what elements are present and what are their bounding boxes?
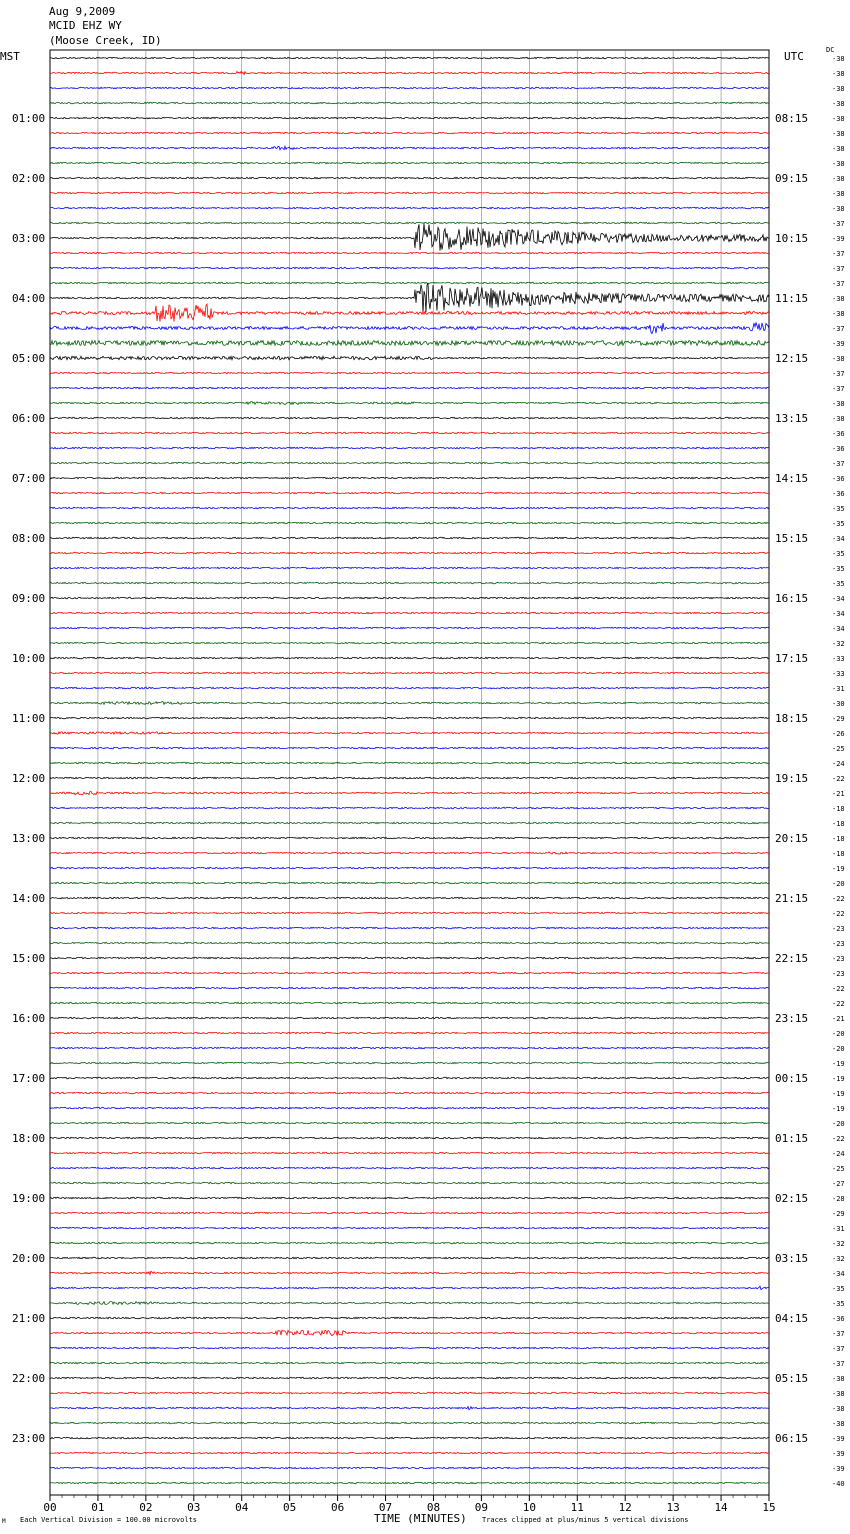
right-hour-label: 11:15 bbox=[775, 292, 809, 305]
dc-offset-label: -38 bbox=[832, 1390, 845, 1398]
trace-line bbox=[50, 807, 769, 808]
trace-line bbox=[50, 867, 769, 868]
trace-line bbox=[50, 672, 769, 673]
dc-offset-label: -23 bbox=[832, 925, 845, 933]
x-tick-label: 06 bbox=[330, 1501, 345, 1514]
right-hour-label: 04:15 bbox=[775, 1312, 809, 1325]
dc-offset-label: -38 bbox=[832, 145, 845, 153]
right-hour-label: 18:15 bbox=[775, 712, 809, 725]
dc-offset-label: -38 bbox=[832, 355, 845, 363]
dc-offset-label: -20 bbox=[832, 880, 845, 888]
trace-line bbox=[50, 1302, 769, 1305]
trace-line bbox=[50, 597, 769, 598]
left-hour-label: 08:00 bbox=[12, 532, 46, 545]
trace-line bbox=[50, 1392, 769, 1393]
trace-line bbox=[50, 822, 769, 823]
dc-offset-label: -20 bbox=[832, 1045, 845, 1053]
trace-line bbox=[50, 87, 769, 88]
trace-line bbox=[50, 207, 769, 208]
trace-line bbox=[50, 1347, 769, 1348]
dc-offset-label: -37 bbox=[832, 370, 845, 378]
trace-line bbox=[50, 1242, 769, 1243]
x-tick-label: 09 bbox=[474, 1501, 489, 1514]
trace-line bbox=[50, 1437, 769, 1438]
dc-offset-label: -34 bbox=[832, 625, 845, 633]
dc-offset-label: -25 bbox=[832, 1165, 845, 1173]
left-hour-label: 18:00 bbox=[12, 1132, 46, 1145]
clip-note: Traces clipped at plus/minus 5 vertical divisions bbox=[482, 1516, 689, 1524]
dc-offset-label: -36 bbox=[832, 430, 845, 438]
dc-offset-label: -35 bbox=[832, 565, 845, 573]
trace-line bbox=[50, 987, 769, 988]
right-hour-label: 03:15 bbox=[775, 1252, 809, 1265]
trace-line bbox=[50, 372, 769, 373]
trace-line bbox=[50, 1077, 769, 1078]
dc-offset-label: -38 bbox=[832, 85, 845, 93]
x-tick-label: 04 bbox=[235, 1501, 249, 1514]
dc-offset-label: -39 bbox=[832, 1450, 845, 1458]
trace-line bbox=[50, 447, 769, 448]
trace-line bbox=[50, 1017, 769, 1018]
trace-line bbox=[50, 492, 769, 493]
dc-offset-label: -34 bbox=[832, 595, 845, 603]
x-tick-label: 14 bbox=[714, 1501, 728, 1514]
trace-line bbox=[50, 582, 769, 583]
dc-offset-label: -33 bbox=[832, 655, 845, 663]
right-timezone-label: UTC bbox=[784, 50, 804, 63]
dc-offset-label: -27 bbox=[832, 1180, 845, 1188]
dc-offset-label: -37 bbox=[832, 1330, 845, 1338]
dc-offset-label: -22 bbox=[832, 1135, 845, 1143]
trace-line bbox=[50, 1422, 769, 1423]
left-hour-label: 01:00 bbox=[12, 112, 46, 125]
dc-offset-label: -34 bbox=[832, 535, 845, 543]
trace-line bbox=[50, 657, 769, 658]
x-tick-label: 03 bbox=[187, 1501, 201, 1514]
x-tick-label: 11 bbox=[570, 1501, 584, 1514]
trace-line bbox=[50, 1377, 769, 1378]
trace-line bbox=[50, 1317, 769, 1318]
dc-offset-label: -36 bbox=[832, 490, 845, 498]
trace-line bbox=[50, 1330, 769, 1335]
trace-line bbox=[50, 102, 769, 103]
right-hour-label: 00:15 bbox=[775, 1072, 809, 1085]
dc-offset-label: -37 bbox=[832, 220, 845, 228]
trace-line bbox=[50, 132, 769, 133]
trace-line bbox=[50, 1362, 769, 1363]
left-hour-label: 03:00 bbox=[12, 232, 46, 245]
left-hour-label: 09:00 bbox=[12, 592, 46, 605]
right-hour-label: 23:15 bbox=[775, 1012, 809, 1025]
dc-offset-label: -39 bbox=[832, 1435, 845, 1443]
trace-line bbox=[50, 882, 769, 883]
dc-offset-label: -38 bbox=[832, 1420, 845, 1428]
left-hour-label: 23:00 bbox=[12, 1432, 46, 1445]
dc-offset-label: -37 bbox=[832, 1345, 845, 1353]
trace-line bbox=[50, 1032, 769, 1033]
dc-offset-label: -30 bbox=[832, 700, 845, 708]
trace-line bbox=[50, 1467, 769, 1468]
left-hour-label: 19:00 bbox=[12, 1192, 46, 1205]
dc-offset-label: -38 bbox=[832, 175, 845, 183]
dc-offset-label: -24 bbox=[832, 760, 845, 768]
x-tick-label: 15 bbox=[762, 1501, 776, 1514]
trace-line bbox=[50, 507, 769, 508]
trace-line bbox=[50, 192, 769, 193]
dc-offset-label: -38 bbox=[832, 415, 845, 423]
trace-line bbox=[50, 1107, 769, 1108]
trace-line bbox=[50, 1182, 769, 1183]
trace-line bbox=[50, 747, 769, 748]
trace-line bbox=[50, 282, 769, 283]
dc-offset-label: -37 bbox=[832, 1360, 845, 1368]
dc-offset-label: -38 bbox=[832, 130, 845, 138]
trace-line bbox=[50, 852, 769, 854]
left-hour-label: 13:00 bbox=[12, 832, 46, 845]
trace-line bbox=[50, 897, 769, 898]
trace-line bbox=[50, 1286, 769, 1289]
dc-offset-label: -35 bbox=[832, 505, 845, 513]
trace-line bbox=[50, 432, 769, 433]
dc-offset-label: -35 bbox=[832, 520, 845, 528]
dc-offset-label: -22 bbox=[832, 910, 845, 918]
left-hour-label: 02:00 bbox=[12, 172, 46, 185]
corner-mark: M bbox=[2, 1518, 6, 1525]
dc-offset-label: -29 bbox=[832, 715, 845, 723]
right-hour-label: 10:15 bbox=[775, 232, 809, 245]
left-hour-label: 10:00 bbox=[12, 652, 46, 665]
left-hour-label: 04:00 bbox=[12, 292, 46, 305]
dc-offset-label: -38 bbox=[832, 160, 845, 168]
dc-offset-label: -37 bbox=[832, 385, 845, 393]
dc-offset-label: -40 bbox=[832, 1480, 845, 1488]
dc-offset-label: -36 bbox=[832, 1315, 845, 1323]
dc-offset-label: -23 bbox=[832, 955, 845, 963]
trace-line bbox=[50, 356, 769, 360]
trace-line bbox=[50, 283, 769, 313]
dc-offset-label: -18 bbox=[832, 805, 845, 813]
trace-line bbox=[50, 1152, 769, 1153]
station-location: (Moose Creek, ID) bbox=[49, 34, 162, 47]
dc-offset-label: -39 bbox=[832, 235, 845, 243]
trace-line bbox=[50, 71, 769, 74]
trace-line bbox=[50, 972, 769, 973]
dc-offset-label: -34 bbox=[832, 1270, 845, 1278]
dc-offset-label: -19 bbox=[832, 1060, 845, 1068]
dc-offset-label: -35 bbox=[832, 580, 845, 588]
right-hour-label: 01:15 bbox=[775, 1132, 809, 1145]
trace-line bbox=[50, 1092, 769, 1093]
dc-offset-label: -18 bbox=[832, 820, 845, 828]
dc-offset-label: -38 bbox=[832, 190, 845, 198]
x-tick-label: 02 bbox=[139, 1501, 153, 1514]
dc-offset-label: -21 bbox=[832, 1015, 845, 1023]
dc-offset-label: -36 bbox=[832, 445, 845, 453]
left-hour-label: 17:00 bbox=[12, 1072, 46, 1085]
left-hour-label: 22:00 bbox=[12, 1372, 46, 1385]
trace-line bbox=[50, 522, 769, 523]
x-tick-label: 13 bbox=[666, 1501, 680, 1514]
trace-line bbox=[50, 477, 769, 478]
dc-offset-label: -37 bbox=[832, 265, 845, 273]
dc-offset-label: -38 bbox=[832, 55, 845, 63]
dc-offset-label: -29 bbox=[832, 1210, 845, 1218]
dc-offset-label: -18 bbox=[832, 835, 845, 843]
trace-line bbox=[50, 627, 769, 628]
trace-line bbox=[50, 717, 769, 718]
trace-line bbox=[50, 117, 769, 118]
x-tick-label: 10 bbox=[522, 1501, 536, 1514]
trace-line bbox=[50, 323, 769, 334]
trace-line bbox=[50, 642, 769, 643]
trace-line bbox=[50, 1482, 769, 1483]
trace-line bbox=[50, 252, 769, 253]
trace-line bbox=[50, 1167, 769, 1168]
right-hour-label: 14:15 bbox=[775, 472, 809, 485]
trace-line bbox=[50, 702, 769, 705]
trace-line bbox=[50, 267, 769, 268]
dc-offset-label: -35 bbox=[832, 1300, 845, 1308]
right-hour-label: 06:15 bbox=[775, 1432, 809, 1445]
right-hour-label: 12:15 bbox=[775, 352, 809, 365]
dc-offset-label: -38 bbox=[832, 295, 845, 303]
trace-line bbox=[50, 304, 769, 322]
dc-offset-label: -21 bbox=[832, 790, 845, 798]
trace-line bbox=[50, 1002, 769, 1003]
trace-line bbox=[50, 777, 769, 778]
dc-offset-label: -38 bbox=[832, 400, 845, 408]
trace-line bbox=[50, 957, 769, 958]
trace-line bbox=[50, 402, 769, 405]
trace-line bbox=[50, 762, 769, 763]
dc-offset-label: -39 bbox=[832, 340, 845, 348]
dc-offset-label: -31 bbox=[832, 1225, 845, 1233]
dc-offset-label: -33 bbox=[832, 670, 845, 678]
dc-offset-label: -38 bbox=[832, 70, 845, 78]
left-timezone-label: MST bbox=[0, 50, 20, 63]
left-hour-label: 20:00 bbox=[12, 1252, 46, 1265]
right-hour-label: 15:15 bbox=[775, 532, 809, 545]
trace-line bbox=[50, 177, 769, 178]
right-hour-label: 22:15 bbox=[775, 952, 809, 965]
dc-offset-label: -22 bbox=[832, 775, 845, 783]
left-hour-label: 16:00 bbox=[12, 1012, 46, 1025]
right-hour-label: 08:15 bbox=[775, 112, 809, 125]
dc-offset-label: -20 bbox=[832, 1030, 845, 1038]
dc-offset-label: -20 bbox=[832, 1120, 845, 1128]
x-tick-label: 08 bbox=[426, 1501, 441, 1514]
scale-note: Each Vertical Division = 100.00 microvolts bbox=[20, 1516, 198, 1524]
dc-offset-label: -32 bbox=[832, 1240, 845, 1248]
plot-frame bbox=[50, 50, 769, 1495]
left-hour-label: 14:00 bbox=[12, 892, 46, 905]
trace-line bbox=[50, 1122, 769, 1123]
left-hour-label: 06:00 bbox=[12, 412, 46, 425]
trace-line bbox=[50, 162, 769, 163]
right-hour-label: 21:15 bbox=[775, 892, 809, 905]
right-hour-label: 20:15 bbox=[775, 832, 809, 845]
right-hour-label: 13:15 bbox=[775, 412, 809, 425]
left-hour-label: 07:00 bbox=[12, 472, 46, 485]
dc-offset-label: -38 bbox=[832, 310, 845, 318]
dc-offset-label: -36 bbox=[832, 475, 845, 483]
trace-line bbox=[50, 387, 769, 388]
dc-offset-label: -22 bbox=[832, 895, 845, 903]
trace-line bbox=[50, 57, 769, 58]
left-hour-label: 05:00 bbox=[12, 352, 46, 365]
trace-line bbox=[50, 1137, 769, 1138]
dc-offset-label: -23 bbox=[832, 970, 845, 978]
x-tick-label: 05 bbox=[283, 1501, 297, 1514]
trace-line bbox=[50, 791, 769, 794]
trace-line bbox=[50, 552, 769, 553]
plot-date: Aug 9,2009 bbox=[49, 5, 116, 18]
dc-offset-label: -32 bbox=[832, 1255, 845, 1263]
trace-line bbox=[50, 612, 769, 613]
dc-offset-label: -19 bbox=[832, 1105, 845, 1113]
dc-offset-label: -38 bbox=[832, 1405, 845, 1413]
trace-line bbox=[50, 146, 769, 150]
right-hour-label: 19:15 bbox=[775, 772, 809, 785]
dc-offset-label: -37 bbox=[832, 460, 845, 468]
station-code: MCID EHZ WY bbox=[49, 19, 122, 32]
trace-line bbox=[50, 942, 769, 943]
trace-line bbox=[50, 462, 769, 463]
dc-offset-label: -35 bbox=[832, 1285, 845, 1293]
trace-line bbox=[50, 222, 769, 223]
dc-offset-label: -19 bbox=[832, 1090, 845, 1098]
trace-line bbox=[50, 1452, 769, 1453]
dc-offset-label: -24 bbox=[832, 1150, 845, 1158]
x-tick-label: 01 bbox=[91, 1501, 105, 1514]
trace-line bbox=[50, 341, 769, 346]
left-hour-label: 21:00 bbox=[12, 1312, 46, 1325]
trace-line bbox=[50, 1047, 769, 1048]
trace-line bbox=[50, 537, 769, 538]
dc-offset-label: -38 bbox=[832, 100, 845, 108]
dc-offset-label: -22 bbox=[832, 985, 845, 993]
dc-offset-label: -22 bbox=[832, 1000, 845, 1008]
trace-line bbox=[50, 1062, 769, 1063]
dc-offset-label: -39 bbox=[832, 1465, 845, 1473]
trace-line bbox=[50, 687, 769, 689]
dc-offset-label: -19 bbox=[832, 1075, 845, 1083]
dc-offset-label: -26 bbox=[832, 730, 845, 738]
dc-offset-label: -37 bbox=[832, 250, 845, 258]
right-hour-label: 02:15 bbox=[775, 1192, 809, 1205]
trace-line bbox=[50, 1197, 769, 1198]
x-tick-label: 07 bbox=[378, 1501, 393, 1514]
left-hour-label: 15:00 bbox=[12, 952, 46, 965]
dc-offset-label: -38 bbox=[832, 1375, 845, 1383]
right-hour-label: 17:15 bbox=[775, 652, 809, 665]
right-hour-label: 16:15 bbox=[775, 592, 809, 605]
right-hour-label: 09:15 bbox=[775, 172, 809, 185]
dc-offset-label: -38 bbox=[832, 205, 845, 213]
trace-line bbox=[50, 1407, 769, 1410]
trace-line bbox=[50, 927, 769, 928]
dc-offset-label: -38 bbox=[832, 115, 845, 123]
trace-line bbox=[50, 224, 769, 251]
left-hour-label: 12:00 bbox=[12, 772, 46, 785]
trace-line bbox=[50, 417, 769, 418]
dc-offset-label: -25 bbox=[832, 745, 845, 753]
trace-line bbox=[50, 912, 769, 913]
dc-offset-label: -18 bbox=[832, 850, 845, 858]
x-axis-title: TIME (MINUTES) bbox=[374, 1512, 467, 1525]
left-hour-label: 11:00 bbox=[12, 712, 46, 725]
trace-line bbox=[50, 1227, 769, 1228]
dc-offset-label: -37 bbox=[832, 280, 845, 288]
dc-offset-label: -34 bbox=[832, 610, 845, 618]
trace-line bbox=[50, 732, 769, 734]
dc-offset-label: -37 bbox=[832, 325, 845, 333]
trace-line bbox=[50, 1271, 769, 1274]
trace-line bbox=[50, 567, 769, 568]
dc-offset-label: -32 bbox=[832, 640, 845, 648]
trace-line bbox=[50, 1257, 769, 1258]
dc-offset-label: -19 bbox=[832, 865, 845, 873]
right-hour-label: 05:15 bbox=[775, 1372, 809, 1385]
dc-offset-header: DC bbox=[826, 46, 835, 54]
x-tick-label: 12 bbox=[618, 1501, 632, 1514]
trace-line bbox=[50, 1212, 769, 1213]
trace-line bbox=[50, 837, 769, 838]
x-tick-label: 00 bbox=[43, 1501, 57, 1514]
dc-offset-label: -23 bbox=[832, 940, 845, 948]
dc-offset-label: -35 bbox=[832, 550, 845, 558]
dc-offset-label: -28 bbox=[832, 1195, 845, 1203]
dc-offset-label: -31 bbox=[832, 685, 845, 693]
